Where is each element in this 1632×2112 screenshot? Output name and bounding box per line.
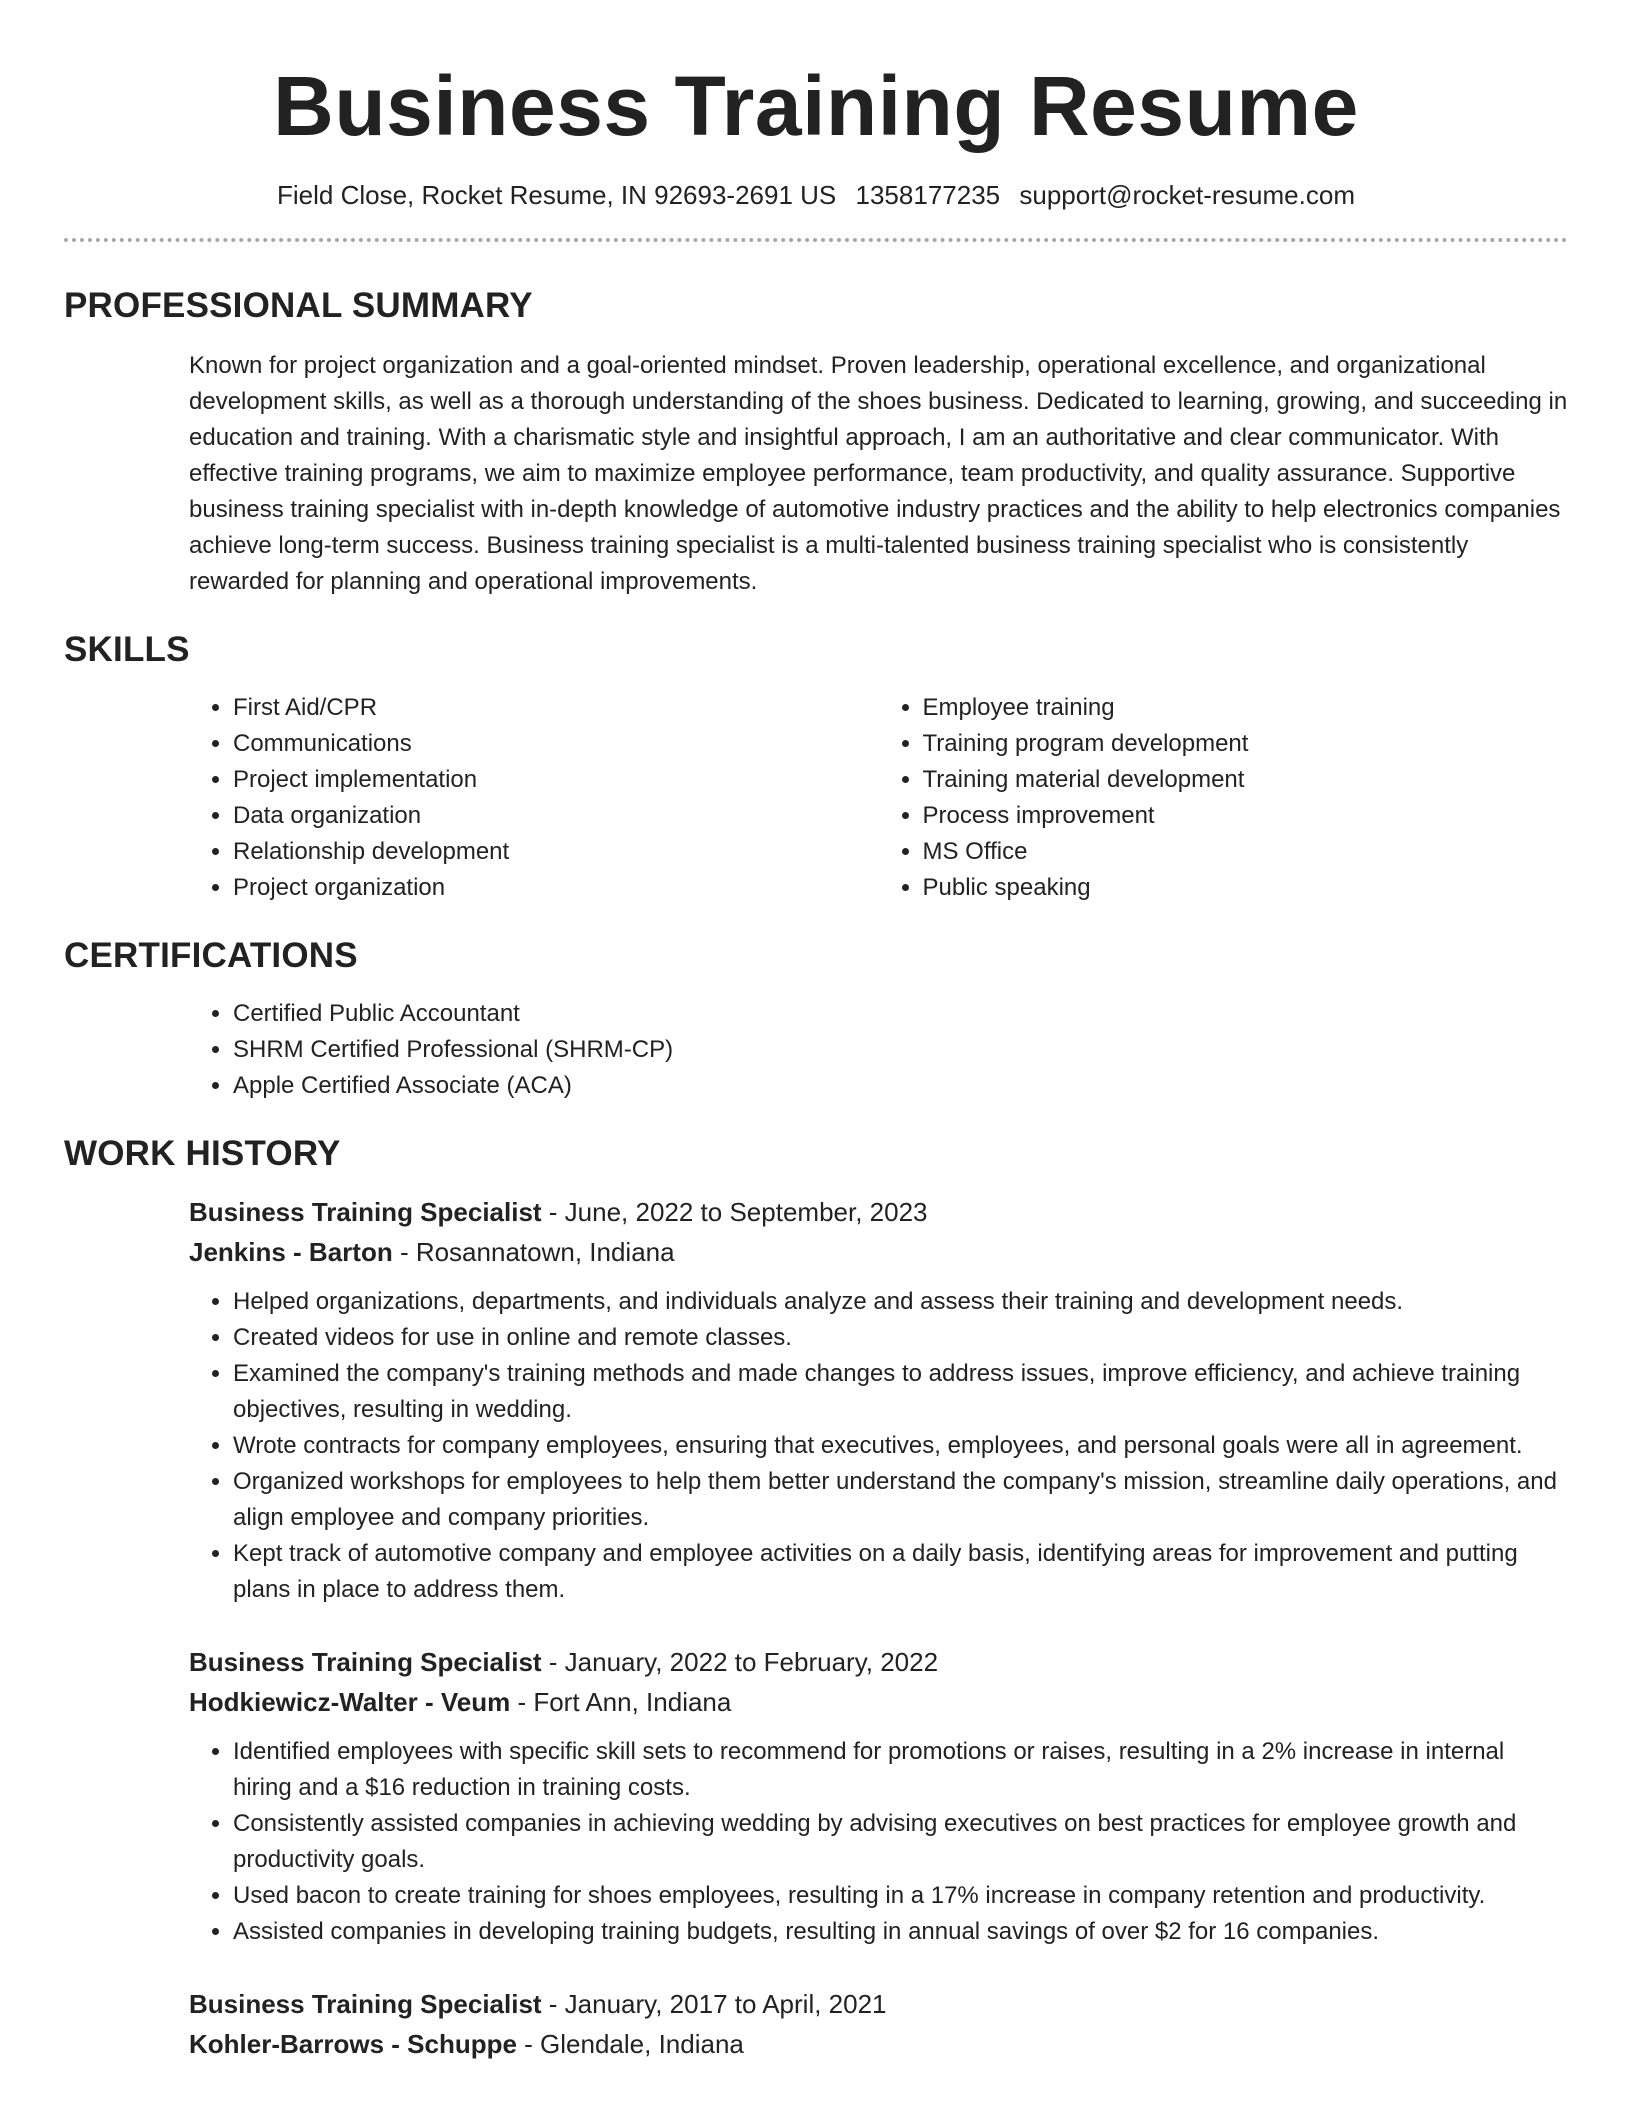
job-role: Business Training Specialist xyxy=(189,1647,542,1677)
job-bullet: • Helped organizations, departments, and individuals analyze and assess their training and development needs. xyxy=(233,1284,1568,1320)
contact-phone: 1358177235 xyxy=(855,180,1001,210)
skill-item: • Project organization xyxy=(233,870,879,906)
certifications-section xyxy=(64,936,1568,1104)
job-location: - Glendale, Indiana xyxy=(516,2029,744,2059)
skill-item: • Training material development xyxy=(923,762,1569,798)
skill-item: • Data organization xyxy=(233,798,879,834)
job-company-line xyxy=(189,1682,1568,1722)
job-dates: - January, 2022 to February, 2022 xyxy=(541,1647,939,1677)
job-bullet: • Examined the company's training methods and made changes to address issues, improve efficiency, and achieve training objectives, resulting in wedding. xyxy=(233,1356,1568,1428)
resume-header xyxy=(64,0,1568,242)
certification-item: • Apple Certified Associate (ACA) xyxy=(233,1068,1568,1104)
skills-list-left xyxy=(189,690,879,906)
job-bullet: • Assisted companies in developing training budgets, resulting in annual savings of over $2 for 16 companies. xyxy=(233,1914,1568,1950)
job-location: - Fort Ann, Indiana xyxy=(510,1687,732,1717)
job-role: Business Training Specialist xyxy=(189,1989,542,2019)
skill-item: • Relationship development xyxy=(233,834,879,870)
skills-list-right xyxy=(879,690,1569,906)
job-title-line xyxy=(189,1984,1568,2024)
job-location: - Rosannatown, Indiana xyxy=(392,1237,675,1267)
skill-item: • Process improvement xyxy=(923,798,1569,834)
skill-item: • Communications xyxy=(233,726,879,762)
job-bullet: • Used bacon to create training for shoes employees, resulting in a 17% increase in company retention and productivity. xyxy=(233,1878,1568,1914)
resume-title: Business Training Resume xyxy=(273,59,1359,153)
skill-item: • MS Office xyxy=(923,834,1569,870)
summary-section xyxy=(64,286,1568,600)
section-title-certifications: CERTIFICATIONS xyxy=(64,936,358,975)
contact-address: Field Close, Rocket Resume, IN 92693-2691 US xyxy=(277,180,837,210)
skill-item: • Project implementation xyxy=(233,762,879,798)
skill-item: • Public speaking xyxy=(923,870,1569,906)
summary-text: Known for project organization and a goal-oriented mindset. Proven leadership, operational excellence, and organizational development skills, as well as a thorough understanding of the shoes business. Dedicated to learning, growing, and succeeding in education and training. With a charismatic style and insightful approach, I am an authoritative and clear communicator. With effective training programs, we aim to maximize employee performance, team productivity, and quality assurance. Supportive business training specialist with in-depth knowledge of automotive industry practices and the ability to help electronics companies achieve long-term success. Business training specialist is a multi-talented business training specialist who is consistently rewarded for planning and operational improvements. xyxy=(189,352,1568,595)
certification-item: • Certified Public Accountant xyxy=(233,996,1568,1032)
job-bullet: • Consistently assisted companies in achieving wedding by advising executives on best practices for employee growth and productivity goals. xyxy=(233,1806,1568,1878)
skill-item: • Training program development xyxy=(923,726,1569,762)
job-company: Jenkins - Barton xyxy=(189,1237,393,1267)
job-bullet: • Organized workshops for employees to help them better understand the company's mission, streamline daily operations, and align employee and company priorities. xyxy=(233,1464,1568,1536)
job-entry xyxy=(189,1642,1568,1950)
section-title-summary: PROFESSIONAL SUMMARY xyxy=(64,286,533,325)
job-company-line xyxy=(189,2024,1568,2064)
job-bullet: • Wrote contracts for company employees, ensuring that executives, employees, and personal goals were all in agreement. xyxy=(233,1428,1568,1464)
job-title-line xyxy=(189,1642,1568,1682)
job-dates: - June, 2022 to September, 2023 xyxy=(541,1197,928,1227)
skill-item: • First Aid/CPR xyxy=(233,690,879,726)
section-title-work-history: WORK HISTORY xyxy=(64,1134,341,1173)
job-bullet: • Kept track of automotive company and employee activities on a daily basis, identifying areas for improvement and putting plans in place to address them. xyxy=(233,1536,1568,1608)
job-bullet: • Created videos for use in online and remote classes. xyxy=(233,1320,1568,1356)
skills-section xyxy=(64,630,1568,906)
work-history-section xyxy=(64,1134,1568,2064)
job-company: Hodkiewicz-Walter - Veum xyxy=(189,1687,511,1717)
contact-email[interactable]: support@rocket-resume.com xyxy=(1019,180,1355,210)
job-entry xyxy=(189,1984,1568,2064)
skill-item: • Employee training xyxy=(923,690,1569,726)
job-dates: - January, 2017 to April, 2021 xyxy=(541,1989,887,2019)
job-bullets xyxy=(189,1284,1568,1608)
certification-item: • SHRM Certified Professional (SHRM-CP) xyxy=(233,1032,1568,1068)
job-bullets xyxy=(189,1734,1568,1950)
header-divider xyxy=(64,238,1568,242)
job-company-line xyxy=(189,1232,1568,1272)
job-company: Kohler-Barrows - Schuppe xyxy=(189,2029,517,2059)
job-entry xyxy=(189,1192,1568,1608)
section-title-skills: SKILLS xyxy=(64,630,190,669)
job-bullet: • Identified employees with specific skill sets to recommend for promotions or raises, resulting in a 2% increase in internal hiring and a $16 reduction in training costs. xyxy=(233,1734,1568,1806)
certifications-list xyxy=(189,996,1568,1104)
contact-line xyxy=(64,178,1568,212)
job-title-line xyxy=(189,1192,1568,1232)
job-role: Business Training Specialist xyxy=(189,1197,542,1227)
